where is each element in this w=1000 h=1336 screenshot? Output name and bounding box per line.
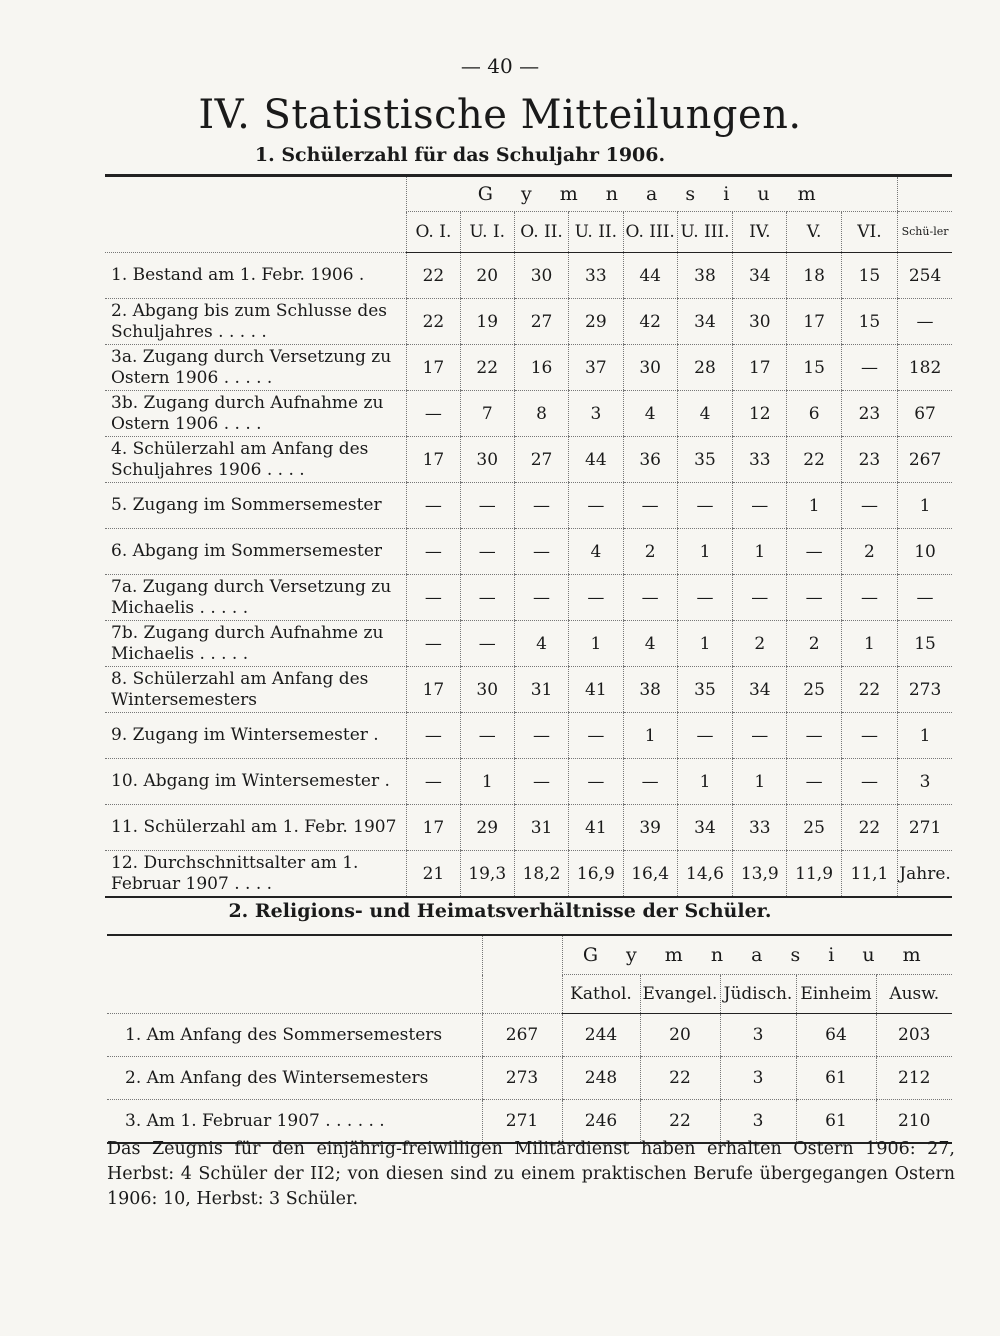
table-cell: —: [677, 575, 732, 621]
row-label: 7b. Zugang durch Aufnahme zu Michaelis . . . . .: [105, 621, 407, 667]
table-cell: 64: [796, 1014, 876, 1057]
table2-heading: 2. Religions- und Heimatsverhältnisse der Schüler.: [228, 900, 772, 922]
table-cell: 17: [407, 345, 460, 391]
table-cell: 16: [514, 345, 568, 391]
table-cell: 23: [841, 391, 897, 437]
row-label: 6. Abgang im Sommersemester: [105, 529, 407, 575]
table-cell: 28: [677, 345, 732, 391]
table-cell: 44: [623, 253, 677, 299]
table-cell: —: [841, 483, 897, 529]
table-cell: 210: [876, 1100, 952, 1144]
table-cell: —: [514, 713, 568, 759]
table-cell: 22: [787, 437, 841, 483]
table-cell: —: [569, 759, 623, 805]
table-cell: 30: [514, 253, 568, 299]
table-cell: 30: [733, 299, 787, 345]
table-cell: —: [407, 713, 460, 759]
table-cell: 27: [514, 437, 568, 483]
table-cell: 1: [898, 483, 952, 529]
table-cell: 22: [407, 299, 460, 345]
table1-group-label: G y m n a s i u m: [407, 176, 898, 212]
table-cell: 1: [677, 621, 732, 667]
table-cell: 1: [733, 529, 787, 575]
table-cell: 30: [460, 437, 514, 483]
table-cell: 8: [514, 391, 568, 437]
table2-group-label: G y m n a s i u m: [562, 935, 952, 975]
row-label: 2. Abgang bis zum Schlusse des Schuljahres . . . . .: [105, 299, 407, 345]
table-row: [105, 345, 952, 391]
table-cell: 2: [623, 529, 677, 575]
table-cell: 35: [677, 437, 732, 483]
table-cell: —: [460, 529, 514, 575]
table-cell: 1: [623, 713, 677, 759]
table-row: [105, 299, 952, 345]
row-label: 7a. Zugang durch Versetzung zu Michaelis . . . . .: [105, 575, 407, 621]
column-header: O. III.: [623, 212, 677, 253]
table-cell: 7: [460, 391, 514, 437]
row-label: 1. Bestand am 1. Febr. 1906 .: [105, 253, 407, 299]
table-cell: 2: [841, 529, 897, 575]
table-cell: 25: [787, 805, 841, 851]
table-cell: 4: [514, 621, 568, 667]
table-cell: 15: [841, 299, 897, 345]
row-label: 3a. Zugang durch Versetzung zu Ostern 1906 . . . . .: [105, 345, 407, 391]
table-cell: 36: [623, 437, 677, 483]
table-cell: 15: [787, 345, 841, 391]
column-header: Schü-ler: [898, 212, 952, 253]
table-cell: —: [460, 713, 514, 759]
column-header: IV.: [733, 212, 787, 253]
table-row: [105, 759, 952, 805]
table-cell: 1: [677, 529, 732, 575]
table-cell: 254: [898, 253, 952, 299]
religion-table: [107, 934, 952, 1144]
table-cell: —: [841, 575, 897, 621]
table-cell: —: [841, 713, 897, 759]
table-cell: 41: [569, 805, 623, 851]
table-cell: 1: [787, 483, 841, 529]
table-cell: 3: [720, 1100, 796, 1144]
row-total: 271: [482, 1100, 562, 1144]
row-label: 10. Abgang im Wintersemester .: [105, 759, 407, 805]
table-cell: 203: [876, 1014, 952, 1057]
row-label: 3. Am 1. Februar 1907 . . . . . .: [107, 1100, 482, 1144]
table-cell: 4: [569, 529, 623, 575]
table-cell: 3: [898, 759, 952, 805]
row-label: 12. Durchschnittsalter am 1. Februar 1907 . . . .: [105, 851, 407, 898]
table-row: [105, 667, 952, 713]
table-cell: 27: [514, 299, 568, 345]
table-row: [107, 1057, 952, 1100]
table-cell: 267: [898, 437, 952, 483]
column-header: O. II.: [514, 212, 568, 253]
table-cell: 34: [733, 253, 787, 299]
table-cell: 4: [677, 391, 732, 437]
table-cell: 19,3: [460, 851, 514, 898]
table-cell: 1: [733, 759, 787, 805]
table1-heading: 1. Schülerzahl für das Schuljahr 1906.: [254, 144, 666, 166]
table-cell: —: [407, 575, 460, 621]
table-cell: —: [514, 759, 568, 805]
table-cell: 20: [640, 1014, 720, 1057]
table-row: [105, 621, 952, 667]
table-cell: 22: [640, 1100, 720, 1144]
table-row: [105, 253, 952, 299]
column-header: Kathol.: [562, 975, 640, 1014]
table-cell: 30: [623, 345, 677, 391]
table-cell: —: [898, 299, 952, 345]
column-header: V.: [787, 212, 841, 253]
column-header: VI.: [841, 212, 897, 253]
table-cell: —: [898, 575, 952, 621]
table-cell: 13,9: [733, 851, 787, 898]
table-cell: —: [569, 483, 623, 529]
table-cell: —: [407, 621, 460, 667]
table-cell: —: [787, 713, 841, 759]
table-cell: —: [787, 759, 841, 805]
table-cell: 18: [787, 253, 841, 299]
table-cell: 212: [876, 1057, 952, 1100]
table-cell: 4: [623, 391, 677, 437]
column-header: Einheim: [796, 975, 876, 1014]
table-cell: 42: [623, 299, 677, 345]
table-cell: 19: [460, 299, 514, 345]
table-cell: 17: [407, 805, 460, 851]
column-header: Jüdisch.: [720, 975, 796, 1014]
table-cell: 3: [720, 1057, 796, 1100]
table-cell: —: [407, 391, 460, 437]
table-cell: 11,9: [787, 851, 841, 898]
column-header: U. I.: [460, 212, 514, 253]
table-cell: 22: [407, 253, 460, 299]
table-cell: —: [623, 575, 677, 621]
table-cell: 246: [562, 1100, 640, 1144]
table-cell: 34: [677, 299, 732, 345]
table-cell: 33: [733, 805, 787, 851]
table-cell: 33: [569, 253, 623, 299]
row-label: 8. Schülerzahl am Anfang des Wintersemesters: [105, 667, 407, 713]
table-cell: 22: [841, 667, 897, 713]
table-cell: —: [733, 483, 787, 529]
table-cell: Jahre.: [898, 851, 952, 898]
table-row: [105, 483, 952, 529]
table1-label-header: [105, 176, 407, 253]
table-cell: —: [733, 713, 787, 759]
table-cell: 31: [514, 805, 568, 851]
table-cell: 6: [787, 391, 841, 437]
table-cell: 33: [733, 437, 787, 483]
table-cell: 2: [733, 621, 787, 667]
row-total: 273: [482, 1057, 562, 1100]
column-header: U. III.: [677, 212, 732, 253]
table-cell: —: [787, 575, 841, 621]
table-cell: 38: [623, 667, 677, 713]
table-cell: —: [514, 529, 568, 575]
column-header: Evangel.: [640, 975, 720, 1014]
table-cell: —: [569, 713, 623, 759]
table-cell: 244: [562, 1014, 640, 1057]
table-cell: 17: [787, 299, 841, 345]
table-cell: 34: [733, 667, 787, 713]
table-row: [105, 575, 952, 621]
table-cell: 1: [460, 759, 514, 805]
table-cell: 35: [677, 667, 732, 713]
table-cell: 25: [787, 667, 841, 713]
table-cell: 17: [407, 667, 460, 713]
table-cell: 61: [796, 1057, 876, 1100]
table-cell: 2: [787, 621, 841, 667]
table-cell: 10: [898, 529, 952, 575]
table-row: [107, 1014, 952, 1057]
table-cell: —: [514, 575, 568, 621]
table-cell: 1: [841, 621, 897, 667]
table-cell: 22: [640, 1057, 720, 1100]
table-cell: —: [460, 575, 514, 621]
table-cell: 41: [569, 667, 623, 713]
column-header: Ausw.: [876, 975, 952, 1014]
table-cell: 11,1: [841, 851, 897, 898]
table-cell: 67: [898, 391, 952, 437]
table-cell: 31: [514, 667, 568, 713]
table-cell: 3: [720, 1014, 796, 1057]
table2-label-header: [107, 935, 482, 1014]
column-header: U. II.: [569, 212, 623, 253]
table-cell: 1: [677, 759, 732, 805]
table-cell: —: [841, 759, 897, 805]
table-cell: 15: [841, 253, 897, 299]
page-number: — 40 —: [460, 54, 540, 78]
row-label: 4. Schülerzahl am Anfang des Schuljahres 1906 . . . .: [105, 437, 407, 483]
table-cell: —: [841, 345, 897, 391]
table-cell: 22: [460, 345, 514, 391]
row-label: 11. Schülerzahl am 1. Febr. 1907: [105, 805, 407, 851]
row-label: 5. Zugang im Sommersemester: [105, 483, 407, 529]
page-title: IV. Statistische Mitteilungen.: [198, 92, 802, 138]
row-label: 3b. Zugang durch Aufnahme zu Ostern 1906 . . . .: [105, 391, 407, 437]
table-cell: 34: [677, 805, 732, 851]
table-cell: 61: [796, 1100, 876, 1144]
footnote: Das Zeugnis für den einjährig-freiwilligen Militärdienst haben erhalten Ostern 1906: 27, Herbst: 4 Schüler der II2; von diesen sind zu einem praktischen Berufe übergegangen Ostern 1906: 10, Herbst: 3 Schüler.: [107, 1139, 955, 1209]
row-label: 2. Am Anfang des Wintersemesters: [107, 1057, 482, 1100]
table-cell: 18,2: [514, 851, 568, 898]
table-cell: 16,9: [569, 851, 623, 898]
column-header: O. I.: [407, 212, 460, 253]
table-cell: 17: [407, 437, 460, 483]
row-total: 267: [482, 1014, 562, 1057]
table-cell: 21: [407, 851, 460, 898]
table-row: [105, 391, 952, 437]
table-cell: 38: [677, 253, 732, 299]
table-cell: 271: [898, 805, 952, 851]
table-cell: 17: [733, 345, 787, 391]
table-cell: 23: [841, 437, 897, 483]
table-cell: 14,6: [677, 851, 732, 898]
table-cell: 22: [841, 805, 897, 851]
table-cell: 37: [569, 345, 623, 391]
table2-group-header: [107, 935, 952, 975]
table-cell: —: [733, 575, 787, 621]
table-cell: 1: [898, 713, 952, 759]
table-cell: —: [623, 759, 677, 805]
table1-group-header: [105, 176, 952, 212]
table-cell: —: [407, 529, 460, 575]
table-cell: 273: [898, 667, 952, 713]
table-cell: 15: [898, 621, 952, 667]
table-row: [105, 805, 952, 851]
table-cell: —: [569, 575, 623, 621]
table-cell: 30: [460, 667, 514, 713]
table-row: [105, 437, 952, 483]
table-cell: —: [460, 483, 514, 529]
table-cell: 4: [623, 621, 677, 667]
table-cell: —: [460, 621, 514, 667]
table-row: [105, 713, 952, 759]
table-cell: 1: [569, 621, 623, 667]
table-row: [105, 851, 952, 898]
student-count-table: [105, 174, 952, 898]
table-cell: 16,4: [623, 851, 677, 898]
table-cell: 12: [733, 391, 787, 437]
table-cell: —: [407, 483, 460, 529]
table-cell: 3: [569, 391, 623, 437]
table-cell: 20: [460, 253, 514, 299]
table-cell: —: [677, 483, 732, 529]
table-cell: 39: [623, 805, 677, 851]
table-cell: 44: [569, 437, 623, 483]
table-cell: 248: [562, 1057, 640, 1100]
table-cell: —: [514, 483, 568, 529]
table-cell: —: [677, 713, 732, 759]
table-cell: —: [623, 483, 677, 529]
table-cell: 29: [460, 805, 514, 851]
table-cell: —: [787, 529, 841, 575]
table-row: [105, 529, 952, 575]
row-label: 9. Zugang im Wintersemester .: [105, 713, 407, 759]
table-cell: 29: [569, 299, 623, 345]
table-cell: —: [407, 759, 460, 805]
table-cell: 182: [898, 345, 952, 391]
row-label: 1. Am Anfang des Sommersemesters: [107, 1014, 482, 1057]
